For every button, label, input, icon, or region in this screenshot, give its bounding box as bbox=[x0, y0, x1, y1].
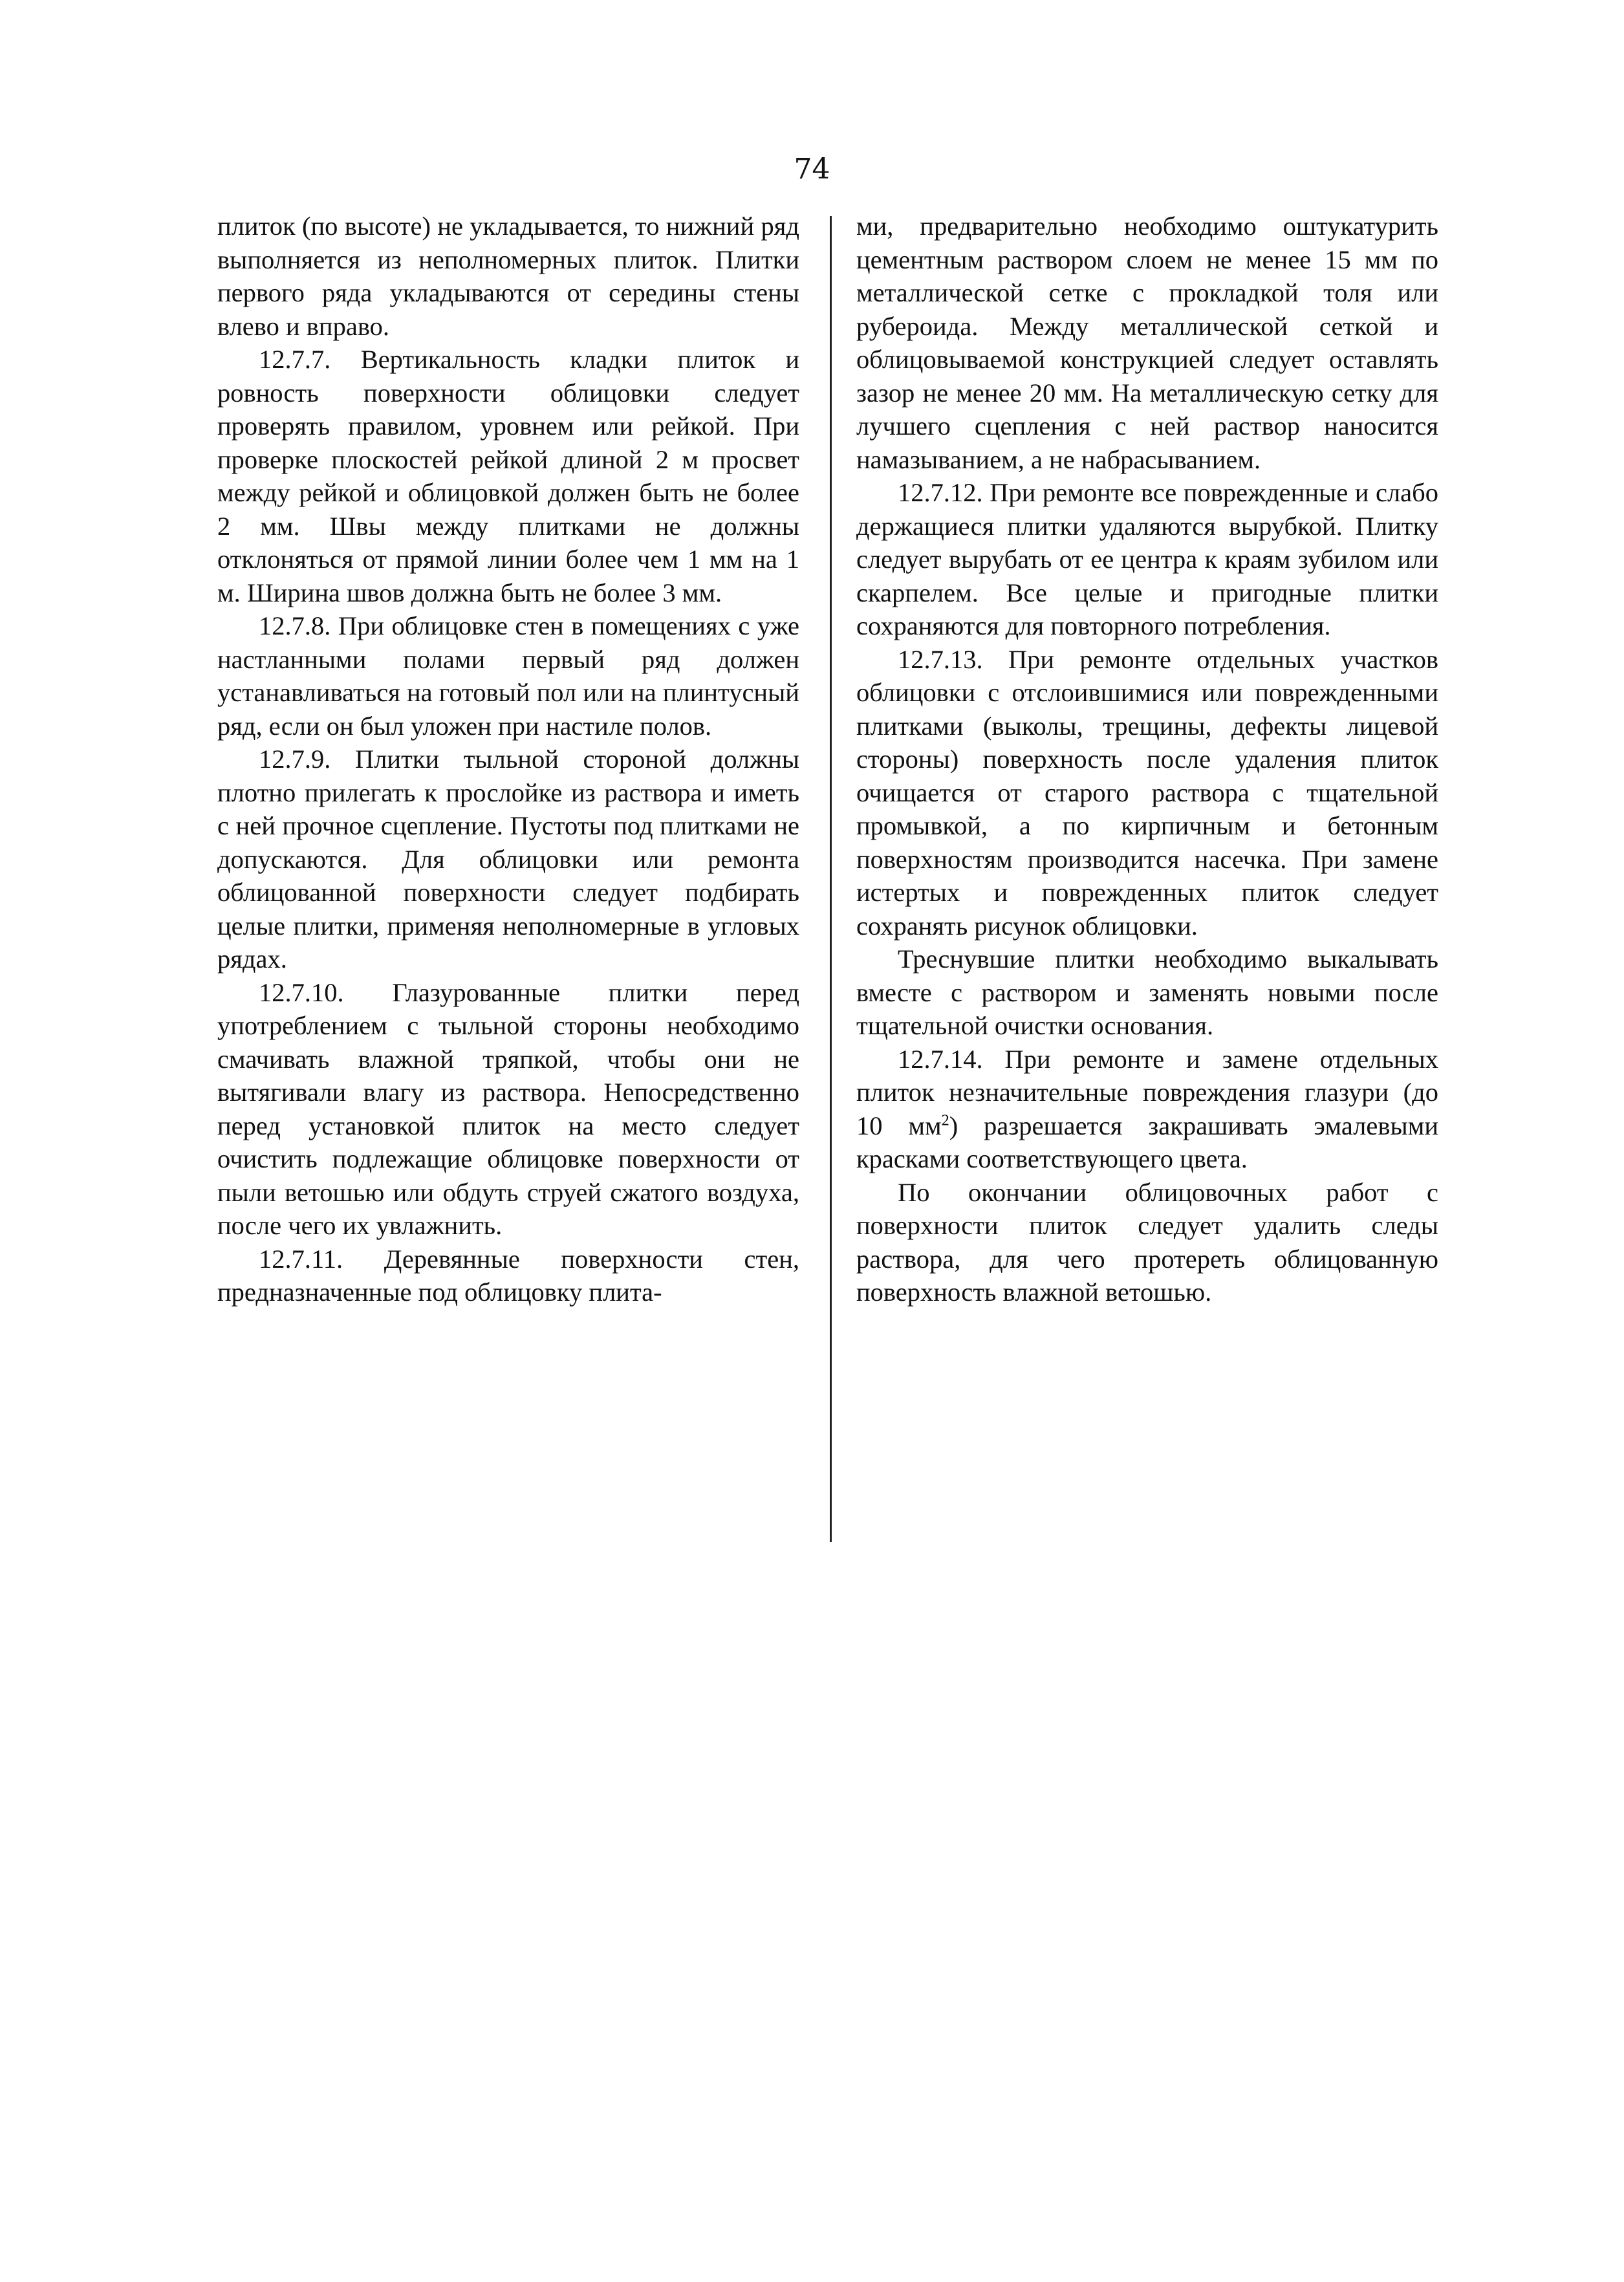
paragraph-continuation: плиток (по высоте) не укладывается, то нижний ряд выполняется из неполномерных плиток. Плитки первого ряда укладываются от середины стены влево и вправо. bbox=[217, 212, 799, 341]
paragraph-12-7-10: 12.7.10. Глазурованные плитки перед употреблением с тыльной стороны необходимо смачивать влажной тряпкой, чтобы они не вытягивали влагу из раствора. Непосредственно перед установкой плиток на место следует очистить подлежащие облицовке поверхности от пыли ветошью или обдуть струей сжатого воздуха, после чего их увлажнить. bbox=[217, 977, 799, 1240]
column-divider bbox=[830, 216, 832, 1542]
paragraph-12-7-14 bbox=[856, 1043, 1438, 1176]
paragraph-12-7-13: 12.7.13. При ремонте отдельных участков облицовки с отслоившимися или поврежденными плитками (выколы, трещины, дефекты лицевой стороны) поверхность после удаления плиток очищается от старого раствора с тщательной промывкой, а по кирпичным и бетонным поверхностям производится насечка. При замене истертых и поврежденных плиток следует сохранять рисунок облицовки. bbox=[856, 644, 1438, 940]
page-number: 74 bbox=[794, 153, 830, 186]
superscript-2: 2 bbox=[941, 1111, 949, 1129]
paragraph-12-7-7: 12.7.7. Вертикальность кладки плиток и ровность поверхности облицовки следует проверять правилом, уровнем или рейкой. При проверке плоскостей рейкой длиной 2 м просвет между рейкой и облицовкой должен быть не более 2 мм. Швы между плитками не должны отклоняться от прямой линии более чем 1 мм на 1 м. Ширина швов должна быть не более 3 мм. bbox=[217, 345, 799, 607]
paragraph-12-7-14-part-2: ) разрешается закрашивать эмалевыми красками соответствующего цвета. bbox=[856, 1111, 1438, 1173]
paragraph-12-7-8: 12.7.8. При облицовке стен в помещениях с уже настланными полами первый ряд должен устанавливаться на готовый пол или на плинтусный ряд, если он был уложен при настиле полов. bbox=[217, 611, 799, 741]
left-column bbox=[217, 210, 799, 1309]
paragraph-12-7-9: 12.7.9. Плитки тыльной стороной должны плотно прилегать к прослойке из раствора и иметь с ней прочное сцепление. Пустоты под плитками не допускаются. Для облицовки или ремонта облицованной поверхности следует подбирать целые плитки, применяя неполномерные в угловых рядах. bbox=[217, 744, 799, 973]
paragraph-12-7-11: 12.7.11. Деревянные поверхности стен, предназначенные под облицовку плита- bbox=[217, 1244, 799, 1307]
paragraph-12-7-14-part-1: 12.7.14. При ремонте и замене отдельных плиток незначительные повреждения глазури (до 10 мм bbox=[856, 1044, 1438, 1140]
paragraph-12-7-12: 12.7.12. При ремонте все поврежденные и слабо держащиеся плитки удаляются вырубкой. Плитку следует вырубать от ее центра к краям зубилом или скарпелем. Все целые и пригодные плитки сохраняются для повторного потребления. bbox=[856, 478, 1438, 640]
paragraph-continuation-right: ми, предварительно необходимо оштукатурить цементным раствором слоем не менее 15 мм по металлической сетке с прокладкой толя или рубероида. Между металлической сеткой и облицовываемой конструкцией следует оставлять зазор не менее 20 мм. На металлическую сетку для лучшего сцепления с ней раствор наносится намазыванием, а не набрасыванием. bbox=[856, 212, 1438, 474]
paragraph-cracked-tiles: Треснувшие плитки необходимо выкалывать вместе с раствором и заменять новыми после тщательной очистки основания. bbox=[856, 944, 1438, 1040]
right-column bbox=[856, 210, 1438, 1309]
paragraph-final: По окончании облицовочных работ с поверхности плиток следует удалить следы раствора, для чего протереть облицованную поверхность влажной ветошью. bbox=[856, 1177, 1438, 1307]
